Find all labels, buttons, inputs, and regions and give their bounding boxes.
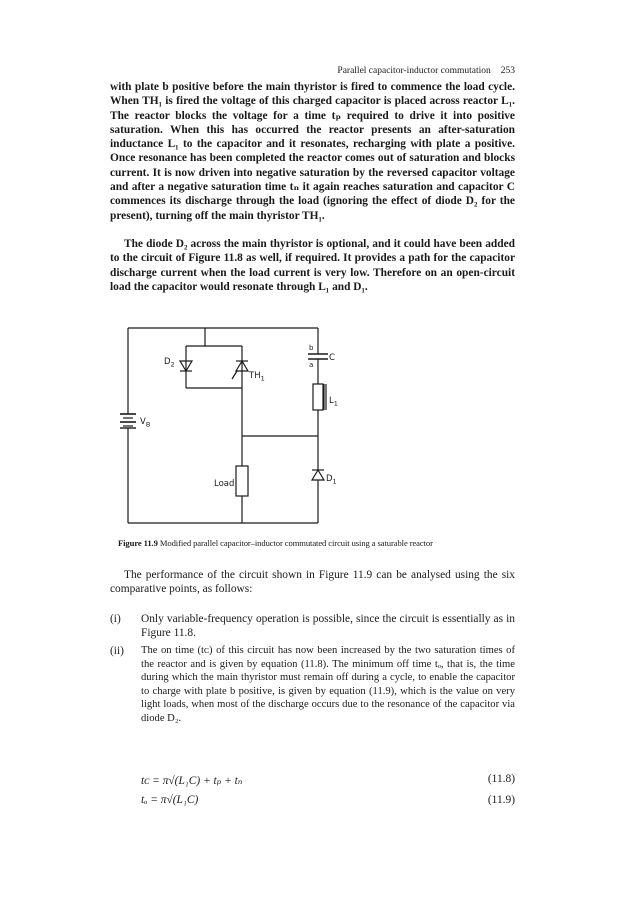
battery-vb-symbol	[120, 414, 136, 428]
equation-number: (11.8)	[487, 773, 515, 785]
list-item-label: (ii)	[110, 645, 124, 657]
thyristor-th1-symbol	[232, 361, 248, 379]
label-plate-b: b	[309, 344, 314, 352]
equation-11-8	[141, 773, 515, 787]
label-load: Load	[214, 479, 235, 489]
equation-11-9	[141, 794, 515, 806]
capacitor-c-symbol	[308, 354, 328, 359]
figure-caption-text: Modified parallel capacitor–inductor commutated circuit using a saturable reactor	[157, 538, 433, 548]
list-item-text: The on time (tᴄ) of this circuit has now been increased by the two saturation times of the reactor and is given by equation (11.8). The minimum off time tₒ, that is, the time during which the main thyristor must remain off during a cycle, to enable the capacitor to charge with plate b positive, is given by equation (11.9), which is the value on very light loads, when most of the discharge occurs due to the resonance of the capacitor via diode D₂.	[141, 645, 515, 724]
list-item-label: (i)	[110, 613, 121, 625]
paragraph-reactor-operation: with plate b positive before the main thyristor is fired to commence the load cycle. When TH₁ is fired the voltage of this charged capacitor is placed across reactor L₁. The reactor blocks the voltage for a time tₚ required to drive it into positive saturation. When this has occurred the reactor presents an after-saturation inductance L₁ to the capacitor and it resonates, recharging with plate a positive. Once resonance has been completed the reactor comes out of saturation and blocks current. It is now driven into negative saturation by the reversed capacitor voltage and after a negative saturation time tₙ it again reaches saturation and capacitor C commences its discharge through the load (ignoring the effect of diode D₂ for the present), turning off the main thyristor TH₁.	[110, 81, 515, 222]
equation-expression: tᴄ = π√(L₁C) + tₚ + tₙ	[141, 775, 243, 787]
equation-number: (11.9)	[487, 794, 515, 806]
label-plate-a: a	[309, 361, 314, 369]
equation-expression: tₒ = π√(L₁C)	[141, 794, 199, 806]
figure-caption	[118, 538, 528, 548]
label-d2: $D_2$	[164, 357, 175, 369]
reactor-l1-symbol	[313, 384, 326, 410]
list-item-text: Only variable-frequency operation is possible, since the circuit is essentially as in Figure 11.8.	[141, 613, 515, 640]
list-item	[110, 612, 515, 641]
running-head	[110, 66, 515, 76]
label-d1: $D_1$	[326, 474, 337, 486]
paragraph-performance-intro: The performance of the circuit shown in Figure 11.9 can be analysed using the six comparative points, as follows:	[110, 569, 515, 596]
label-vb: $V_B$	[140, 417, 151, 429]
label-capacitor-c: C	[329, 353, 335, 363]
load-resistor-symbol	[236, 466, 248, 496]
running-head-title: Parallel capacitor-inductor commutation	[337, 66, 491, 76]
figure-number: Figure 11.9	[118, 538, 158, 548]
list-item	[110, 644, 515, 725]
circuit-diagram	[118, 316, 338, 528]
page-number: 253	[500, 66, 515, 76]
diode-d1-symbol	[312, 470, 324, 480]
paragraph-diode-d2: The diode D₂ across the main thyristor is optional, and it could have been added to the circuit of Figure 11.8 as well, if required. It provides a path for the capacitor discharge current when the load current is very low. Therefore on an open-circuit load the capacitor would resonate through L₁ and D₁.	[110, 238, 515, 293]
label-l1: $L_1$	[329, 396, 338, 408]
label-th1: $TH_1$	[249, 371, 265, 383]
